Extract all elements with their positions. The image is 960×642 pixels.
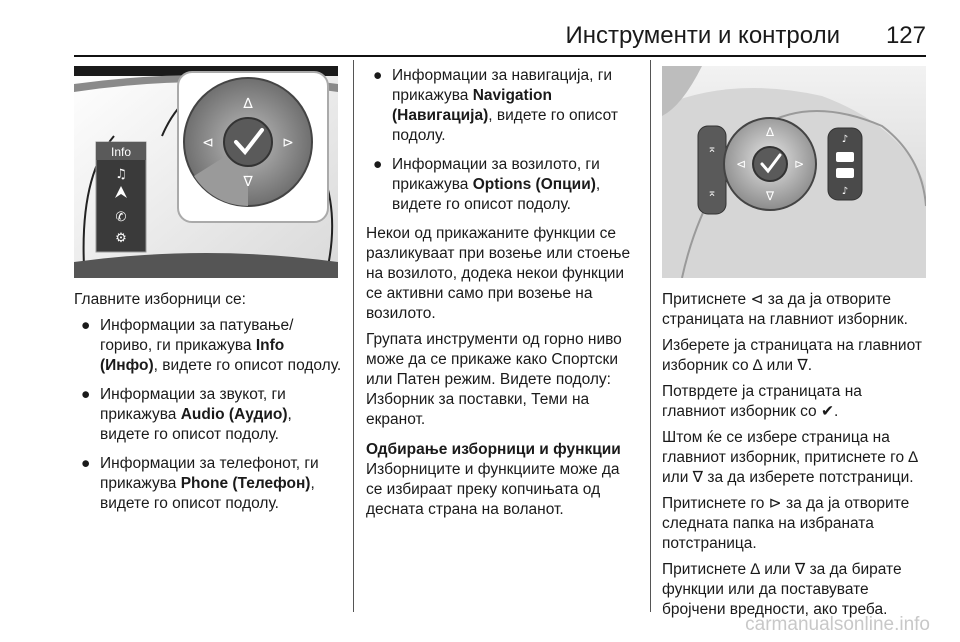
page-header [0, 22, 960, 52]
music-note-icon: ♫ [115, 167, 127, 182]
up-arrow-icon: ∆ [765, 125, 775, 139]
main-menus-list [74, 316, 344, 514]
right-arrow-icon: ⊳ [793, 157, 805, 171]
list-item: ● Информации за патување/гориво, ги прикажува Info (Инфо), видете го описот подолу. [81, 317, 342, 374]
paragraph: Потврдете ја страницата на главниот изборник со ✔. [662, 383, 862, 420]
page-title: Инструменти и контроли [565, 22, 840, 49]
steering-wheel-controls-figure [662, 66, 926, 278]
column-1-text [74, 290, 344, 523]
phone-icon: ✆ [115, 210, 127, 225]
column-divider-1 [353, 60, 354, 612]
watermark: carmanualsonline.info [745, 614, 930, 635]
paragraph: Некои од прикажаните функции се разликуваат при возење или стоење на возилото, додека некои функции се активни само при возење на возилото. [366, 225, 631, 322]
left-side-buttons [698, 126, 726, 214]
paragraph: Групата инструменти од горно ниво може да се прикаже како Спортски или Патен режим. Видете подолу: Изборник за поставки, Теми на екранот. [366, 331, 622, 428]
mute-icon: ♪ [841, 186, 849, 197]
left-arrow-icon: ⊲ [735, 157, 747, 171]
paragraph: Притиснете ∆ или ∇ за да бирате функции или да поставувате бројчени вредности, ако треба. [662, 561, 902, 618]
left-arrow-icon: ⊲ [202, 135, 214, 151]
info-menu-label: Info [110, 145, 132, 159]
paragraph: Притиснете го ⊳ за да ја отворите следната папка на избраната потстраница. [662, 495, 910, 552]
list-item: ● Информации за звукот, ги прикажува Audio (Аудио), видете го описот подолу. [81, 386, 292, 443]
gear-icon: ⚙ [115, 231, 127, 246]
page-number: 127 [885, 22, 926, 49]
mode-button-icon [836, 152, 854, 162]
list-item: ● Информации за возилото, ги прикажува Options (Опции), видете го описот подолу. [373, 156, 601, 213]
down-arrow-icon: ∇ [765, 189, 775, 203]
menus-list-continued [366, 66, 636, 215]
column-2-text [366, 66, 636, 526]
right-side-buttons [828, 128, 862, 200]
intro-text: Главните изборници се: [74, 291, 246, 308]
right-arrow-icon: ⊳ [282, 135, 294, 151]
steering-wheel-illustration [662, 66, 926, 278]
down-arrow-icon: ∇ [243, 174, 253, 190]
up-arrow-icon: ∆ [243, 96, 253, 112]
list-item: ● Информации за навигација, ги прикажува Navigation (Навигација), видете го описот подолу. [373, 67, 618, 144]
section-heading: Одбирање изборници и функции [366, 441, 621, 458]
steering-control-pad [724, 118, 816, 210]
instrument-cluster-illustration [74, 66, 338, 278]
speaker-icon: ♪ [841, 134, 849, 145]
instrument-cluster-figure [74, 66, 338, 278]
paragraph: Изберете ја страницата на главниот изборник со ∆ или ∇. [662, 337, 922, 374]
header-rule [74, 55, 926, 57]
list-item: ● Информации за телефонот, ги прикажува Phone (Телефон), видете го описот подолу. [81, 455, 319, 512]
column-3-text [662, 290, 928, 626]
paragraph: Штом ќе се избере страница на главниот изборник, притиснете го ∆ или ∇ за да изберете потстраници. [662, 429, 918, 486]
paragraph: Изборниците и функциите може да се избираат преку копчињата од десната страна на воланот. [366, 461, 620, 518]
control-pad-callout [178, 72, 328, 222]
cruise-down-icon: ⌅ [707, 186, 717, 199]
paragraph: Притиснете ⊲ за да ја отворите страницата на главниот изборник. [662, 291, 908, 328]
column-divider-2 [650, 60, 651, 612]
cruise-up-icon: ⌅ [707, 142, 717, 155]
info-menu-panel [96, 142, 146, 252]
